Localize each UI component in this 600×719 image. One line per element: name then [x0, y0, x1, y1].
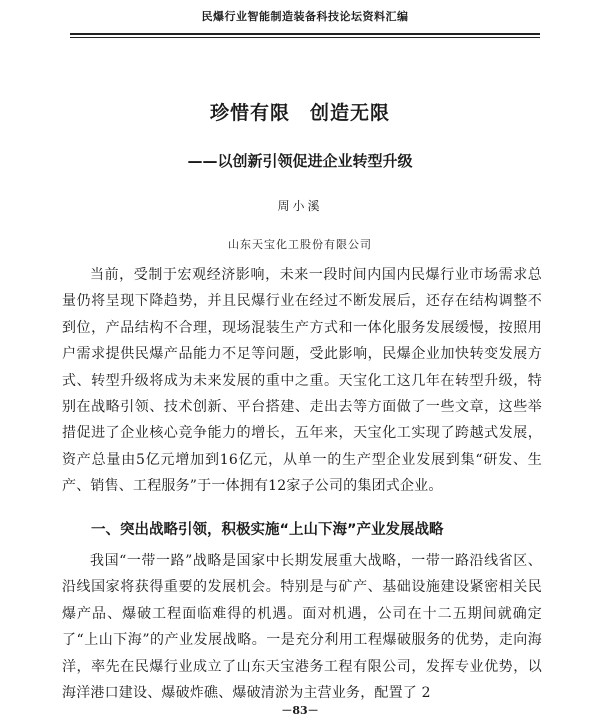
header-rule-thick	[70, 33, 540, 35]
intro-text	[62, 262, 542, 500]
intro-paragraph: 当前，受制于宏观经济影响，未来一段时间内国内民爆行业市场需求总量仍将呈现下降趋势，并且民爆行业在经过不断发展后，还存在结构调整不到位，产品结构不合理，现场混装生产方式和一体化服务发展缓慢，按照用户需求提供民爆产品能力不足等问题，受此影响，民爆企业加快转变发展方式、转型升级将成为未来发展的重中之重。天宝化工这几年在转型升级，特别在战略引领、技术创新、平台搭建、走出去等方面做了一些文章，这些举措促进了企业核心竞争能力的增长，五年来，天宝化工实现了跨越式发展，资产总量由5亿元增加到16亿元，从单一的生产型企业发展到集“研发、生产、销售、工程服务”于一体拥有12家子公司的集团式企业。	[62, 267, 542, 495]
section-paragraph: 我国“一带一路”战略是国家中长期发展重大战略，一带一路沿线省区、沿线国家将获得重要的发展机会。特别是与矿产、基础设施建设紧密相关民爆产品、爆破工程面临难得的机遇。面对机遇，公司在十二五期间就确定了“上山下海”的产业发展战略。一是充分利用工程爆破服务的优势，走向海洋，率先在民爆行业成立了山东天宝港务工程有限公司，发挥专业优势，以海洋港口建设、爆破炸礁、爆破清淤为主营业务，配置了 2	[62, 553, 542, 702]
section-text	[62, 548, 542, 706]
author-affiliation: 山东天宝化工股份有限公司	[228, 238, 372, 251]
author-name: 周小溪	[277, 199, 323, 213]
header-rule-thin	[70, 37, 540, 38]
page-number: －83－	[281, 704, 319, 717]
section-heading: 一、突出战略引领，积极实施“上山下海”产业发展战略	[91, 522, 444, 538]
running-header: 民爆行业智能制造装备科技论坛资料汇编	[201, 10, 409, 23]
article-subtitle: ——以创新引领促进企业转型升级	[187, 152, 413, 170]
article-title: 珍惜有限 创造无限	[209, 102, 390, 124]
